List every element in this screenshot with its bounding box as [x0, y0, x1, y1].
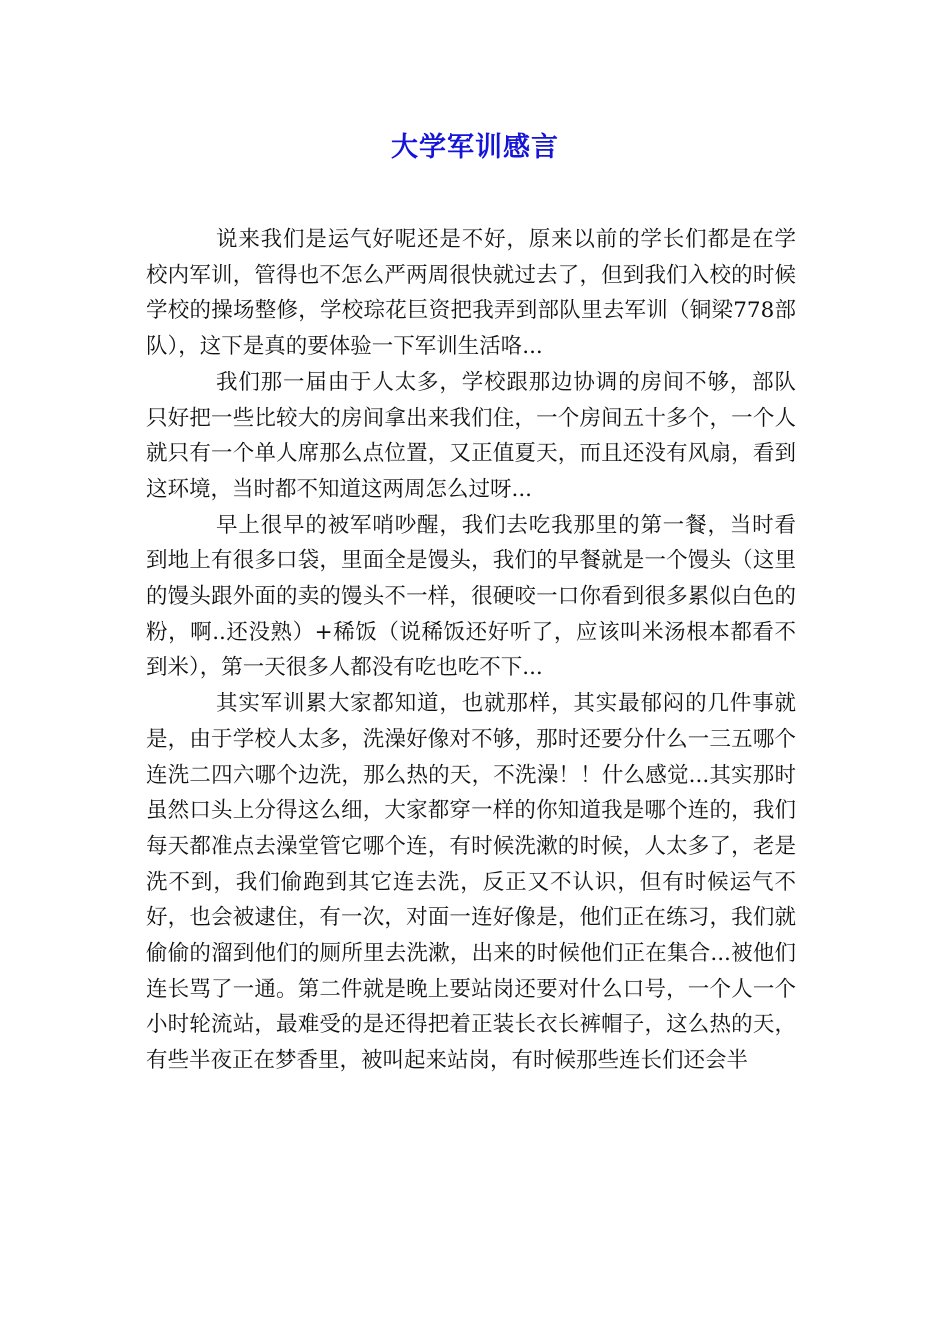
document-body	[146, 222, 796, 1079]
paragraph: 我们那一届由于人太多，学校跟那边协调的房间不够，部队只好把一些比较大的房间拿出来我们住，一个房间五十多个，一个人就只有一个单人席那么点位置，又正值夏天，而且还没有风扇，看到这环境，当时都不知道这两周怎么过呀...	[146, 369, 796, 502]
document-title: 大学军训感言	[391, 132, 559, 163]
paragraph: 早上很早的被军哨吵醒，我们去吃我那里的第一餐，当时看到地上有很多口袋，里面全是馒头，我们的早餐就是一个馒头（这里的馒头跟外面的卖的馒头不一样，很硬咬一口你看到很多累似白色的粉，啊..还没熟）+稀饭（说稀饭还好听了，应该叫米汤根本都看不到米），第一天很多人都没有吃也吃不下...	[146, 512, 796, 681]
paragraph: 其实军训累大家都知道，也就那样，其实最郁闷的几件事就是，由于学校人太多，洗澡好像对不够，那时还要分什么一三五哪个连洗二四六哪个边洗，那么热的天，不洗澡！！什么感觉...其实那时虽然口头上分得这么细，大家都穿一样的你知道我是哪个连的，我们每天都准点去澡堂管它哪个连，有时候洗漱的时候，人太多了，老是洗不到，我们偷跑到其它连去洗，反正又不认识，但有时候运气不好，也会被逮住，有一次，对面一连好像是，他们正在练习，我们就偷偷的溜到他们的厕所里去洗漱，出来的时候他们正在集合...被他们连长骂了一通。第二件就是晚上要站岗还要对什么口号，一个人一个小时轮流站，最难受的是还得把着正装长衣长裤帽子，这么热的天，有些半夜正在梦香里，被叫起来站岗，有时候那些连长们还会半	[146, 691, 796, 1074]
paragraph: 说来我们是运气好呢还是不好，原来以前的学长们都是在学校内军训，管得也不怎么严两周很快就过去了，但到我们入校的时候学校的操场整修，学校琮花巨资把我弄到部队里去军训（铜梁778部队），这下是真的要体验一下军训生活咯...	[146, 227, 796, 360]
